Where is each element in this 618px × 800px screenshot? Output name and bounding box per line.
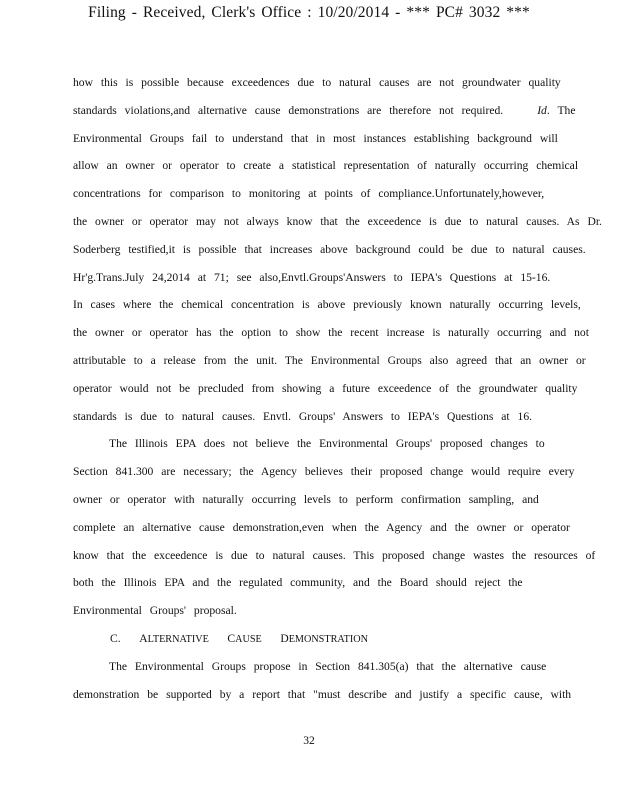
- text-line: concentrations for comparison to monitoring at points of compliance.Unfortunately,however,: [73, 187, 545, 201]
- text-line: In cases where the chemical concentration is above previously known naturally occurring levels,: [73, 298, 581, 312]
- text-line: know that the exceedence is due to natural causes. This proposed change wastes the resources of: [73, 548, 596, 562]
- text-line: Soderberg testified,it is possible that increases above background could be due to natural causes.: [73, 242, 586, 256]
- text-line: Section 841.300 are necessary; the Agency believes their proposed change would require every: [73, 465, 575, 479]
- filing-stamp-header: Filing - Received, Clerk's Office : 10/20/2014 - *** PC# 3032 ***: [88, 4, 530, 21]
- heading-cap: C: [227, 631, 236, 645]
- heading-small-caps: AUSE: [235, 633, 262, 645]
- heading-cap: D: [280, 631, 289, 645]
- text-line: Environmental Groups' proposal.: [73, 604, 237, 618]
- text-line: standards is due to natural causes. Envtl. Groups' Answers to IEPA's Questions at 16.: [73, 409, 533, 423]
- text-segment: . The: [546, 103, 576, 117]
- text-line: complete an alternative cause demonstration,even when the Agency and the owner or operator: [73, 520, 570, 534]
- heading-small-caps: EMONSTRATION: [288, 633, 368, 645]
- text-line: operator would not be precluded from showing a future exceedence of the groundwater quality: [73, 381, 578, 395]
- text-line: allow an owner or operator to create a statistical representation of naturally occurring chemical: [73, 159, 579, 173]
- citation-id: Id: [537, 103, 547, 117]
- heading-cap: A: [139, 631, 148, 645]
- text-line: demonstration be supported by a report that "must describe and justify a specific cause, with: [73, 687, 572, 701]
- text-line: Hr'g.Trans.July 24,2014 at 71; see also,Envtl.Groups'Answers to IEPA's Questions at 15-16.: [73, 270, 551, 284]
- text-segment: standards violations,and alternative cause demonstrations are therefore not required.: [73, 103, 504, 117]
- section-heading: [73, 625, 538, 653]
- text-line: the owner or operator has the option to show the recent increase is naturally occurring and not: [73, 326, 589, 340]
- text-line: owner or operator with naturally occurring levels to perform confirmation sampling, and: [73, 492, 539, 506]
- paragraph-start-line: The Illinois EPA does not believe the Environmental Groups' proposed changes to: [109, 437, 545, 451]
- page-number: 32: [303, 734, 315, 747]
- text-line: the owner or operator may not always know that the exceedence is due to natural causes. As Dr.: [73, 214, 602, 228]
- heading-letter: C.: [110, 631, 121, 645]
- document-body: [73, 69, 602, 708]
- text-line: Environmental Groups fail to understand that in most instances establishing background will: [73, 131, 558, 145]
- text-line: attributable to a release from the unit. The Environmental Groups also agreed that an owner or: [73, 353, 586, 367]
- heading-small-caps: LTERNATIVE: [147, 633, 209, 645]
- text-line: how this is possible because exceedences due to natural causes are not groundwater quality: [73, 76, 561, 89]
- text-line: [73, 97, 576, 125]
- text-line: both the Illinois EPA and the regulated community, and the Board should reject the: [73, 576, 523, 590]
- paragraph-start-line: The Environmental Groups propose in Section 841.305(a) that the alternative cause: [109, 659, 547, 673]
